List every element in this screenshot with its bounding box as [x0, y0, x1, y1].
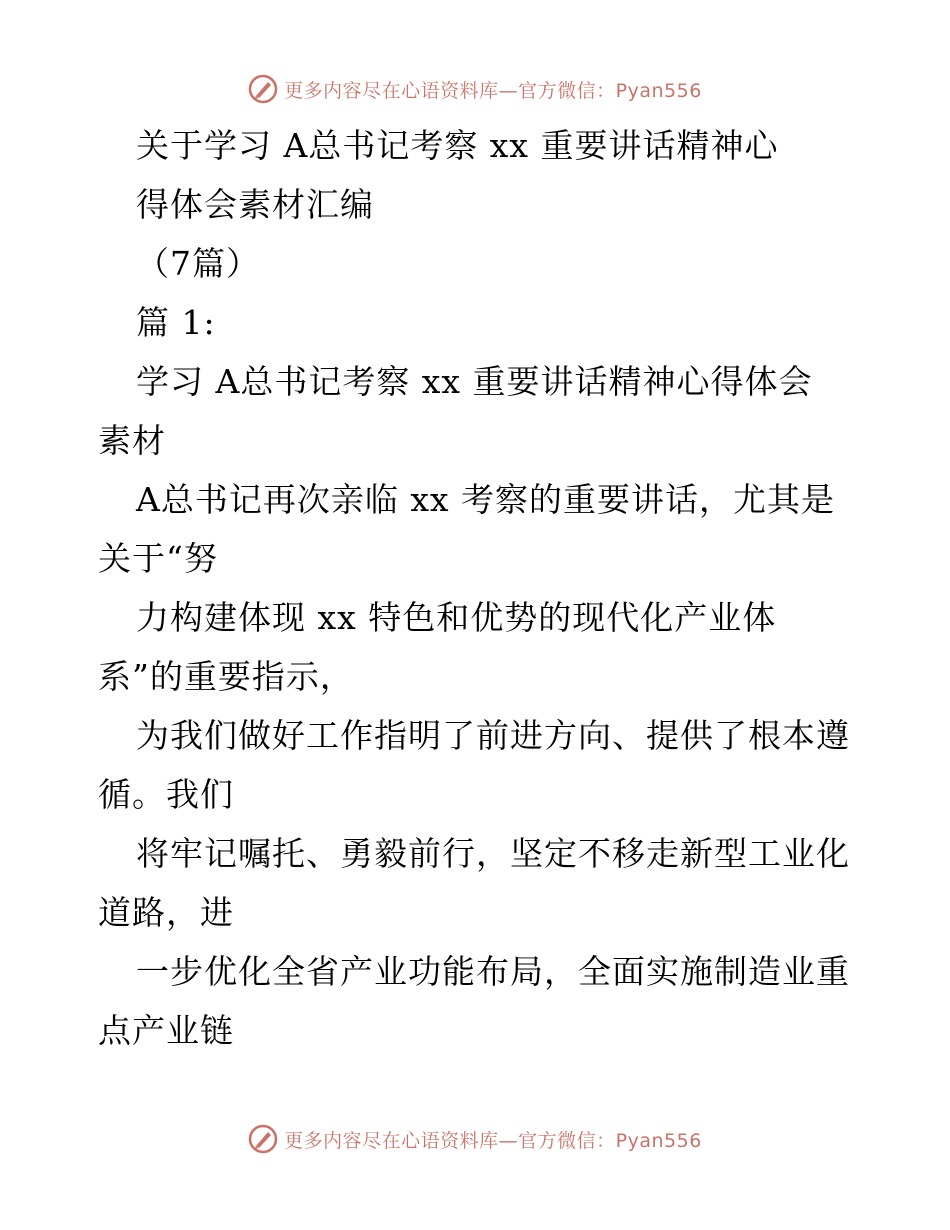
pen-logo-icon: [248, 74, 278, 104]
text-line: 系”的重要指示，: [98, 657, 354, 696]
text-line: 一步优化全省产业功能布局，全面实施制造业重: [136, 952, 850, 991]
header-watermark: [0, 74, 950, 104]
text-line: 道路，进: [98, 893, 234, 932]
text-line: 得体会素材汇编: [136, 185, 374, 224]
text-line: 循。我们: [98, 775, 234, 814]
text-line: 关于学习 A总书记考察 xx 重要讲话精神心: [136, 126, 779, 165]
text-line: 将牢记嘱托、勇毅前行，坚定不移走新型工业化: [136, 834, 850, 873]
watermark-text: 更多内容尽在心语资料库—官方微信：Pyan556: [284, 1129, 702, 1152]
pen-logo-icon: [248, 1124, 278, 1154]
footer-watermark: [0, 1124, 950, 1154]
text-line: （7篇）: [136, 244, 260, 283]
watermark-text: 更多内容尽在心语资料库—官方微信：Pyan556: [284, 79, 702, 102]
text-line: A总书记再次亲临 xx 考察的重要讲话，尤其是: [136, 480, 836, 519]
text-line: 点产业链: [98, 1011, 234, 1050]
text-line: 力构建体现 xx 特色和优势的现代化产业体: [136, 598, 777, 637]
text-line: 素材: [98, 421, 166, 460]
document-body: [98, 124, 878, 1068]
text-line: 为我们做好工作指明了前进方向、提供了根本遵: [136, 716, 850, 755]
text-line: 学习 A总书记考察 xx 重要讲话精神心得体会: [136, 362, 813, 401]
text-line: 关于“努: [98, 539, 218, 578]
text-line: 篇 1:: [136, 303, 216, 342]
